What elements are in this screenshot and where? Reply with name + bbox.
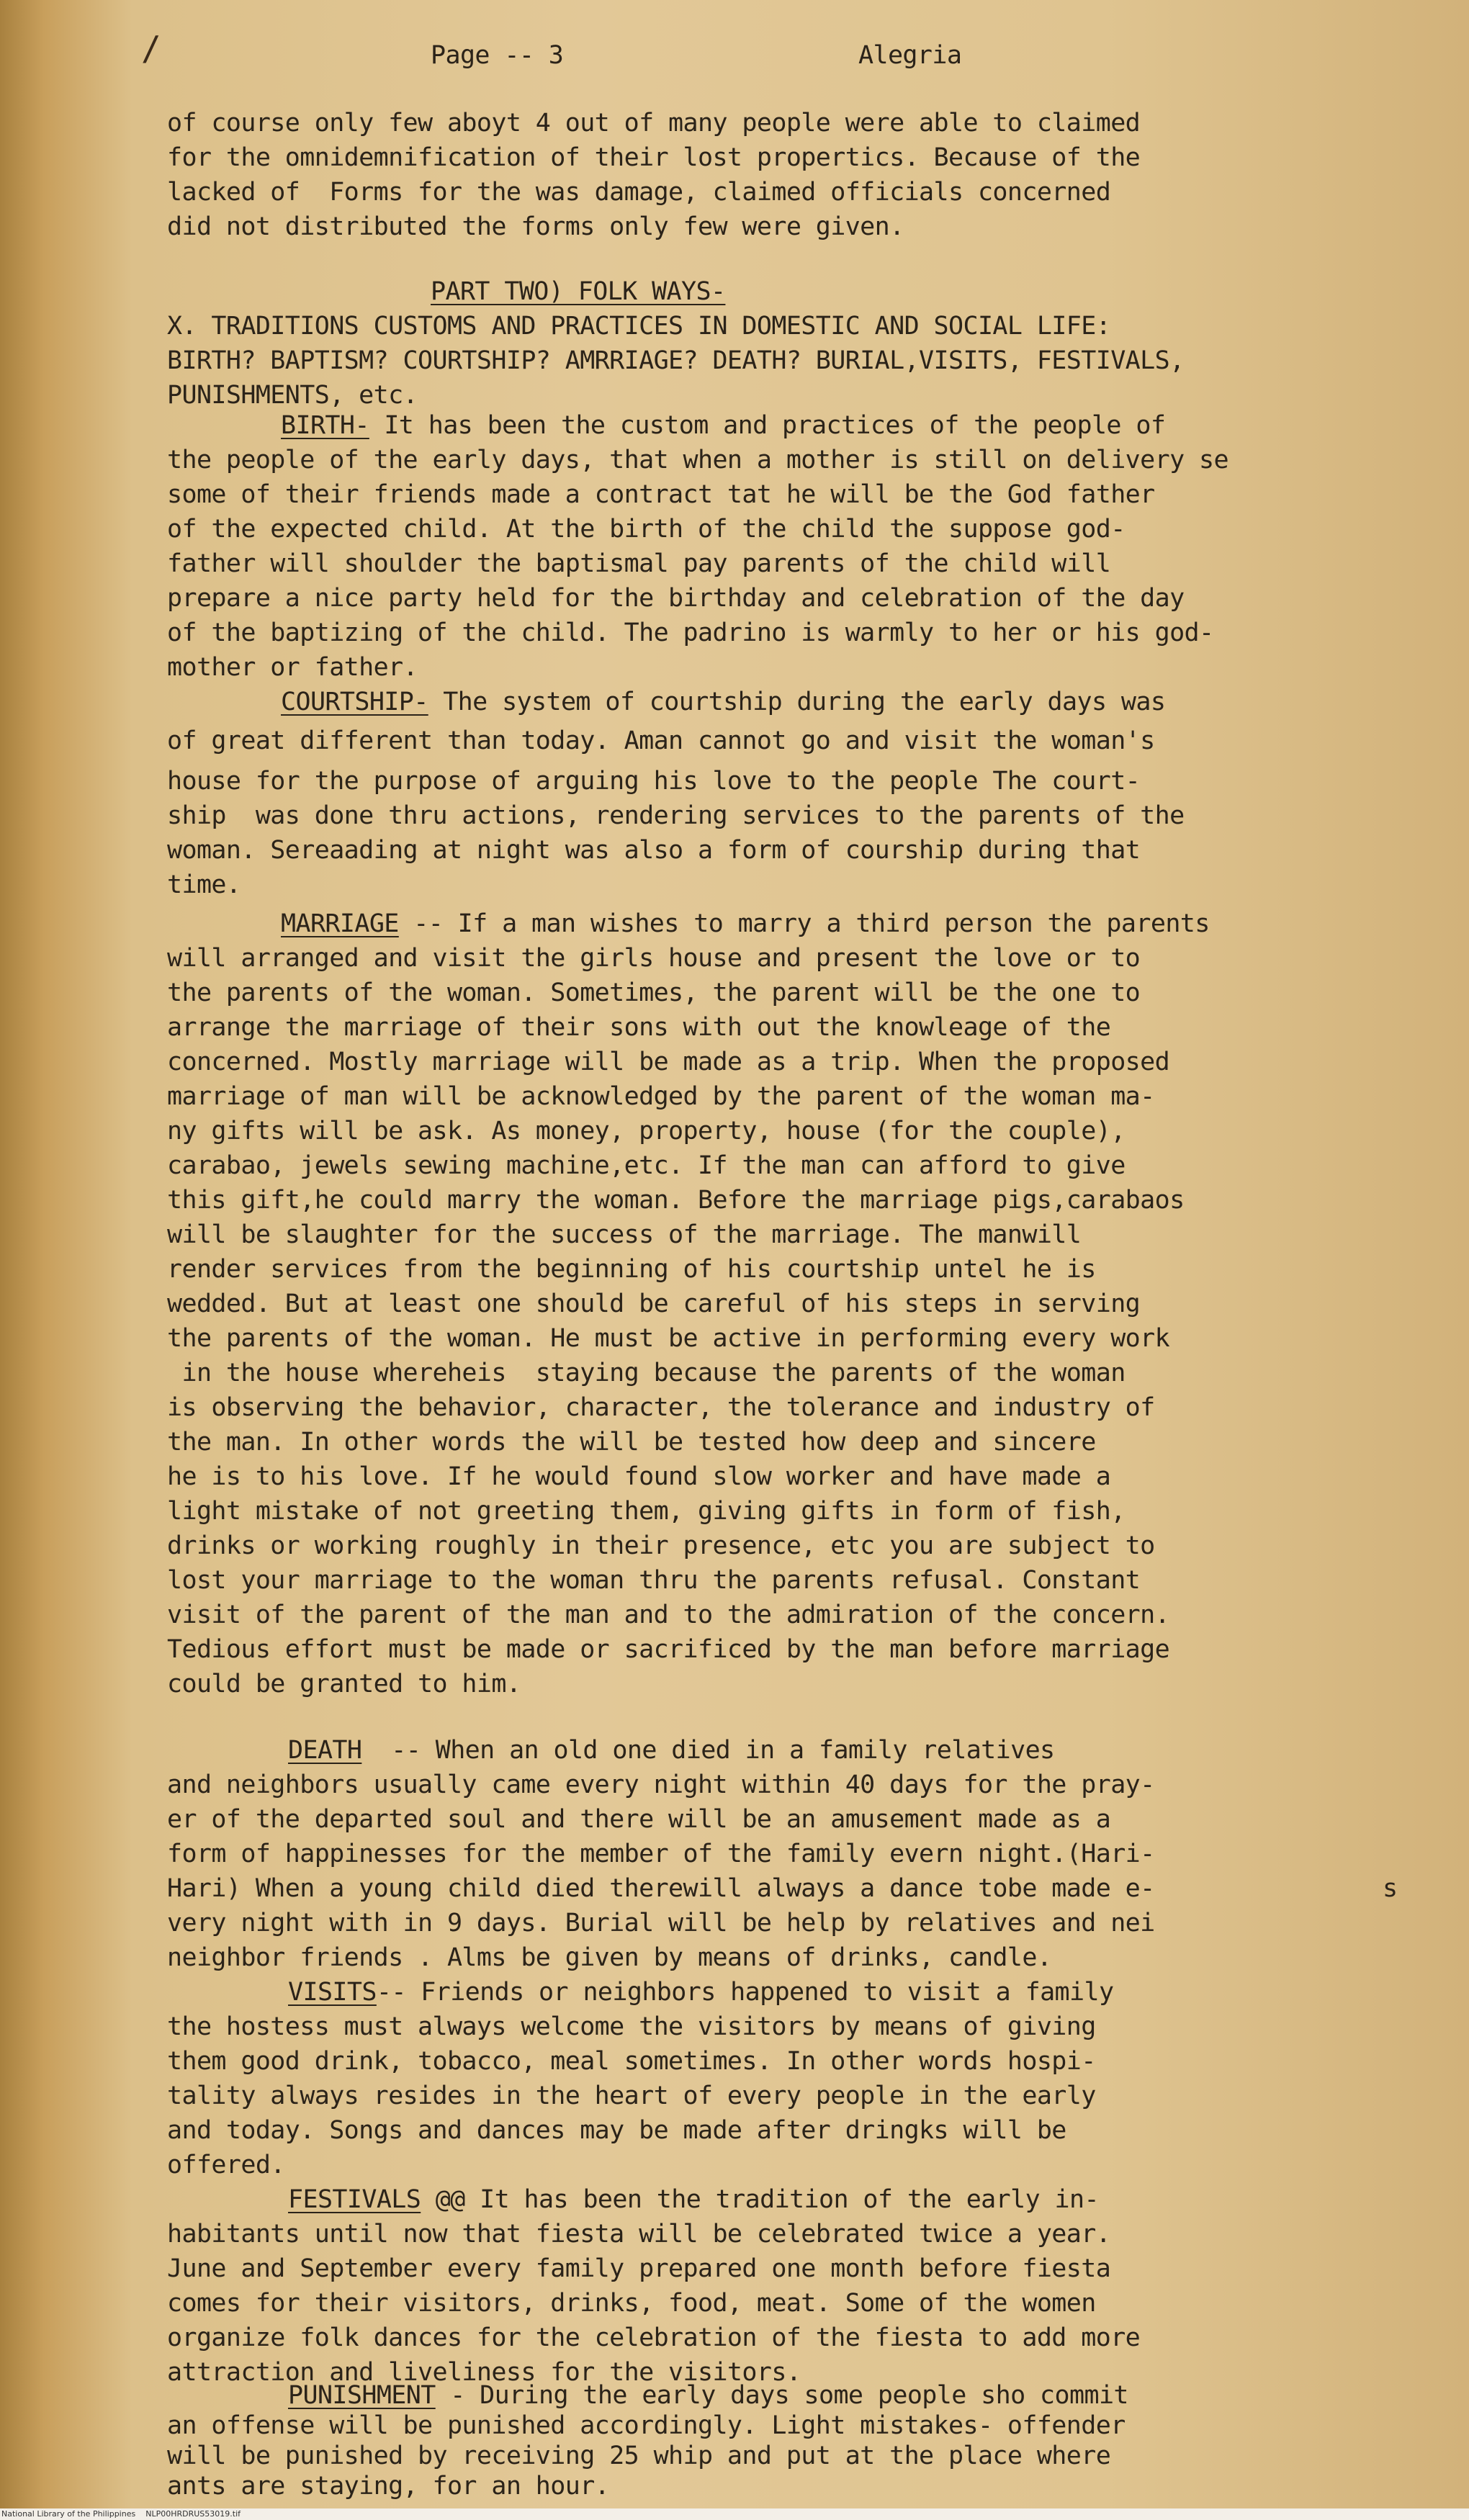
text-span: -- When an old one died in a family relatives <box>361 1736 1055 1765</box>
text-line: very night with in 9 days. Burial will be help by relatives and nei <box>167 1909 1155 1938</box>
text-line: and neighbors usually came every night within 40 days for the pray- <box>167 1770 1155 1799</box>
text-line: he is to his love. If he would found slow worker and have made a <box>167 1462 1111 1491</box>
paragraph-first-line <box>288 1976 1113 2009</box>
text-line: time. <box>167 870 241 899</box>
text-line: ny gifts will be ask. As money, property, house (for the couple), <box>167 1117 1126 1146</box>
text-line: June and September every family prepared one month before fiesta <box>167 2254 1111 2283</box>
text-line: PUNISHMENTS, etc. <box>167 381 418 410</box>
text-line: neighbor friends . Alms be given by means of drinks, candle. <box>167 1943 1052 1972</box>
library-credit: National Library of the Philippines <box>1 2509 136 2519</box>
text-line: form of happinesses for the member of the family evern night.(Hari- <box>167 1840 1155 1868</box>
text-line: tality always resides in the heart of every people in the early <box>167 2082 1096 2110</box>
text-line: carabao, jewels sewing machine,etc. If the man can afford to give <box>167 1151 1126 1180</box>
paragraph-first-line <box>281 685 1165 719</box>
margin-letter: s <box>1383 1874 1398 1903</box>
text-line: woman. Sereaading at night was also a form of courship during that <box>167 836 1141 865</box>
text-line: will be slaughter for the success of the marriage. The manwill <box>167 1220 1082 1249</box>
text-line: is observing the behavior, character, the tolerance and industry of <box>167 1393 1155 1422</box>
text-line: of great different than today. Aman cannot go and visit the woman's <box>167 726 1155 755</box>
text-span: - During the early days some people sho commit <box>435 2381 1128 2410</box>
scan-footer <box>0 2508 1469 2520</box>
birth-section-label: BIRTH- <box>281 411 369 440</box>
visits-section-label: VISITS <box>288 1978 377 2007</box>
text-line: BIRTH? BAPTISM? COURTSHIP? AMRRIAGE? DEATH? BURIAL,VISITS, FESTIVALS, <box>167 346 1185 375</box>
text-line: for the omnidemnification of their lost propertics. Because of the <box>167 143 1141 172</box>
paragraph-first-line <box>288 2183 1099 2216</box>
marriage-section-label: MARRIAGE <box>281 909 399 938</box>
text-line: drinks or working roughly in their presence, etc you are subject to <box>167 1531 1155 1560</box>
text-line: light mistake of not greeting them, giving gifts in form of fish, <box>167 1497 1126 1526</box>
text-line: concerned. Mostly marriage will be made as a trip. When the proposed <box>167 1048 1170 1076</box>
text-line: in the house whereheis staying because the parents of the woman <box>167 1359 1126 1387</box>
text-line: marriage of man will be acknowledged by the parent of the woman ma- <box>167 1082 1155 1111</box>
text-span: -- Friends or neighbors happened to visit a family <box>376 1978 1114 2007</box>
text-line: did not distributed the forms only few were given. <box>167 212 904 241</box>
text-line: visit of the parent of the man and to the admiration of the concern. <box>167 1601 1170 1629</box>
margin-mark: / <box>141 29 161 68</box>
text-span: -- If a man wishes to marry a third person the parents <box>398 909 1210 938</box>
text-line: the hostess must always welcome the visitors by means of giving <box>167 2012 1096 2041</box>
paragraph-first-line <box>281 409 1165 442</box>
text-line: ants are staying, for an hour. <box>167 2472 610 2501</box>
text-line: will arranged and visit the girls house and present the love or to <box>167 944 1141 973</box>
text-line: wedded. But at least one should be careful of his steps in serving <box>167 1290 1141 1318</box>
paragraph-first-line <box>288 2379 1128 2412</box>
text-line: the people of the early days, that when a mother is still on delivery se <box>167 446 1228 474</box>
text-line: arrange the marriage of their sons with out the knowleage of the <box>167 1013 1111 1042</box>
text-line: father will shoulder the baptismal pay parents of the child will <box>167 549 1111 578</box>
text-line: the man. In other words the will be tested how deep and sincere <box>167 1428 1096 1457</box>
paragraph-first-line <box>288 1734 1055 1767</box>
text-span: It has been the custom and practices of the people of <box>369 411 1166 440</box>
text-line: lost your marriage to the woman thru the parents refusal. Constant <box>167 1566 1141 1595</box>
text-line: comes for their visitors, drinks, food, meat. Some of the women <box>167 2289 1096 2318</box>
paragraph-first-line <box>281 907 1210 940</box>
text-line: this gift,he could marry the woman. Before the marriage pigs,carabaos <box>167 1186 1185 1215</box>
text-line: organize folk dances for the celebration of the fiesta to add more <box>167 2323 1141 2352</box>
text-line: ship was done thru actions, rendering services to the parents of the <box>167 801 1185 830</box>
text-line: lacked of Forms for the was damage, claimed officials concerned <box>167 178 1111 207</box>
text-line: could be granted to him. <box>167 1670 521 1698</box>
text-line: an offense will be punished accordingly. Light mistakes- offender <box>167 2411 1126 2440</box>
death-section-label: DEATH <box>288 1736 362 1765</box>
courtship-section-label: COURTSHIP- <box>281 688 428 716</box>
text-span: @@ It has been the tradition of the early in- <box>421 2185 1099 2214</box>
text-line: Hari) When a young child died therewill always a dance tobe made e- <box>167 1874 1155 1903</box>
text-line: them good drink, tobacco, meal sometimes. In other words hospi- <box>167 2047 1096 2076</box>
text-line: and today. Songs and dances may be made after dringks will be <box>167 2116 1066 2145</box>
scan-filename: NLP00HRDRUS53019.tif <box>145 2509 241 2519</box>
text-line: offered. <box>167 2151 285 2179</box>
text-line: of the baptizing of the child. The padrino is warmly to her or his god- <box>167 618 1214 647</box>
part-two-heading: PART TWO) FOLK WAYS- <box>431 277 726 306</box>
text-line: house for the purpose of arguing his love to the people The court- <box>167 767 1141 796</box>
text-line: the parents of the woman. He must be active in performing every work <box>167 1324 1170 1353</box>
text-line: the parents of the woman. Sometimes, the parent will be the one to <box>167 978 1141 1007</box>
text-line: attraction and liveliness for the visitors. <box>167 2358 801 2387</box>
punishment-section-label: PUNISHMENT <box>288 2381 436 2410</box>
festivals-section-label: FESTIVALS <box>288 2185 421 2214</box>
text-line: will be punished by receiving 25 whip and put at the place where <box>167 2442 1111 2470</box>
text-line: render services from the beginning of his courtship untel he is <box>167 1255 1096 1284</box>
text-line: Tedious effort must be made or sacrificed by the man before marriage <box>167 1635 1170 1664</box>
text-line: of the expected child. At the birth of the child the suppose god- <box>167 515 1126 544</box>
text-line: of course only few aboyt 4 out of many people were able to claimed <box>167 109 1141 138</box>
text-line: some of their friends made a contract tat he will be the God father <box>167 480 1155 509</box>
text-line: habitants until now that fiesta will be celebrated twice a year. <box>167 2220 1111 2249</box>
page-header-title: Alegria <box>858 41 962 70</box>
text-span: The system of courtship during the early days was <box>428 688 1166 716</box>
text-line: er of the departed soul and there will be an amusement made as a <box>167 1805 1111 1834</box>
text-line: mother or father. <box>167 653 418 682</box>
page-number-label: Page -- 3 <box>431 41 564 70</box>
text-line: prepare a nice party held for the birthday and celebration of the day <box>167 584 1185 613</box>
text-line: X. TRADITIONS CUSTOMS AND PRACTICES IN DOMESTIC AND SOCIAL LIFE: <box>167 312 1111 341</box>
